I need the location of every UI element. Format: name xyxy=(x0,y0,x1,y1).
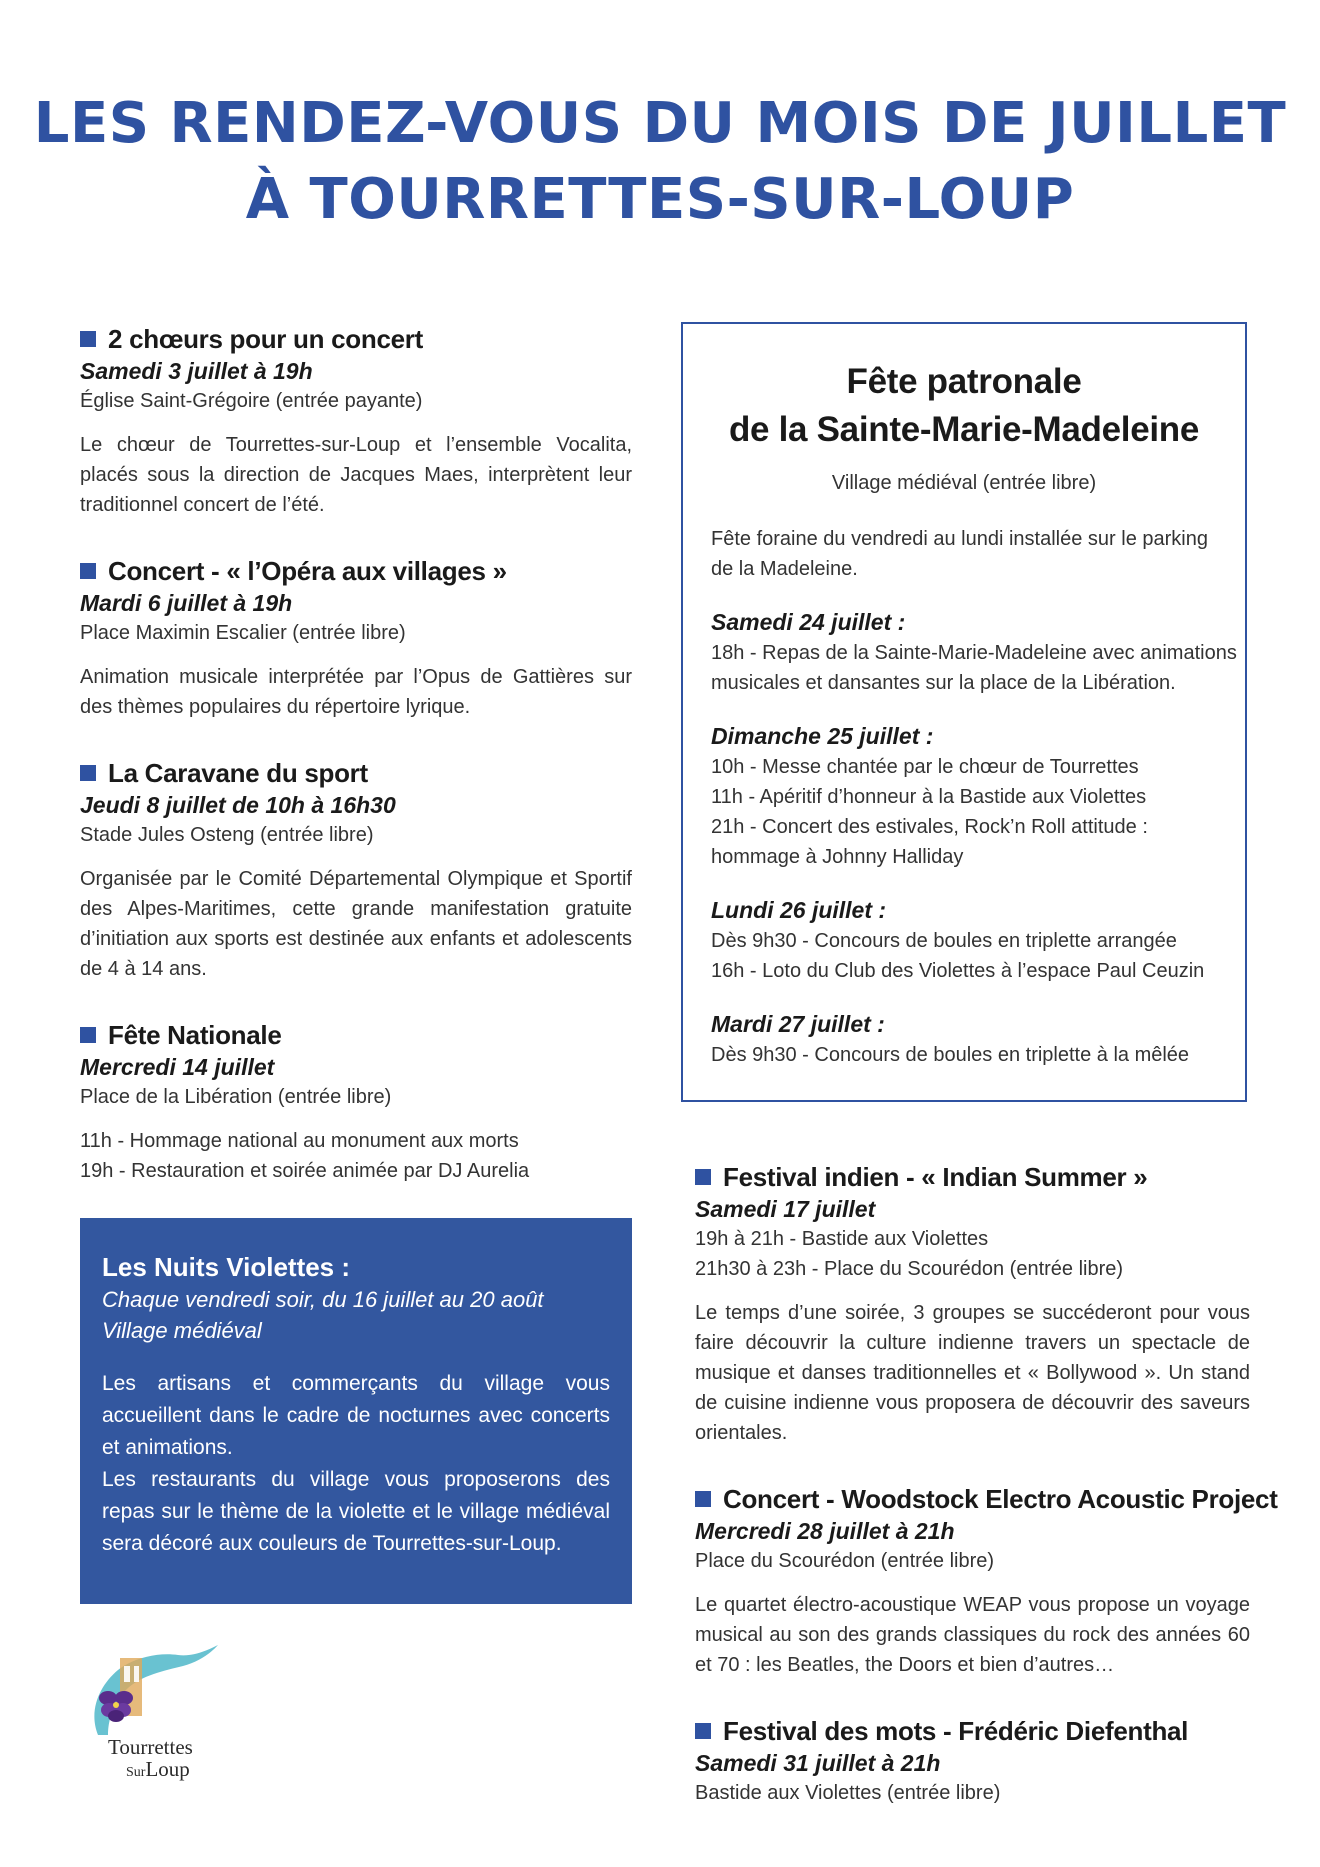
fete-patronale-box xyxy=(681,322,1247,1102)
event-caravane xyxy=(80,756,632,984)
fete-line: musicales et dansantes sur la place de la Libération. xyxy=(711,672,1176,694)
fete-line: Dès 9h30 - Concours de boules en triplette à la mêlée xyxy=(711,1044,1190,1066)
event-title: La Caravane du sport xyxy=(108,758,368,788)
fete-line: hommage à Johnny Halliday xyxy=(711,846,964,868)
event-date: Samedi 3 juillet à 19h xyxy=(80,358,313,384)
event-line: 11h - Hommage national au monument aux morts xyxy=(80,1130,519,1152)
event-date: Mercredi 14 juillet xyxy=(80,1054,275,1080)
nuits-paragraph-1: Les artisans et commerçants du village vous accueillent dans le cadre de nocturnes avec concerts et animations. xyxy=(102,1372,610,1459)
event-place: Stade Jules Osteng (entrée libre) xyxy=(80,824,374,846)
nuits-location: Village médiéval xyxy=(102,1318,262,1343)
event-date: Jeudi 8 juillet de 10h à 16h30 xyxy=(80,792,396,818)
event-place: Place de la Libération (entrée libre) xyxy=(80,1086,392,1108)
event-place: Place du Scourédon (entrée libre) xyxy=(695,1550,995,1572)
logo-text-sur: Sur xyxy=(126,1765,146,1780)
event-title: Festival indien - « Indian Summer » xyxy=(723,1162,1148,1192)
page-title xyxy=(0,86,1320,238)
event-description: Animation musicale interprétée par l’Opus de Gattières sur des thèmes populaires du répertoire lyrique. xyxy=(80,666,632,718)
nuits-violettes-box xyxy=(80,1218,632,1604)
event-title: 2 chœurs pour un concert xyxy=(108,324,423,354)
nuits-body xyxy=(102,1368,610,1560)
event-place: Église Saint-Grégoire (entrée payante) xyxy=(80,390,423,412)
event-title: Festival des mots - Frédéric Diefenthal xyxy=(723,1716,1189,1746)
fete-line: 18h - Repas de la Sainte-Marie-Madeleine avec animations xyxy=(711,642,1237,664)
event-line: 19h à 21h - Bastide aux Violettes xyxy=(695,1228,989,1250)
event-festival-indien xyxy=(695,1160,1250,1448)
event-line: 21h30 à 23h - Place du Scourédon (entrée libre) xyxy=(695,1258,1124,1280)
event-line: 19h - Restauration et soirée animée par DJ Aurelia xyxy=(80,1160,530,1182)
event-date: Samedi 31 juillet à 21h xyxy=(695,1750,941,1776)
page-title-line1: LES RENDEZ-VOUS DU MOIS DE JUILLET xyxy=(33,91,1287,156)
logo-text-line1: Tourrettes xyxy=(108,1735,193,1759)
event-woodstock xyxy=(695,1482,1278,1680)
fete-day-dimanche xyxy=(711,720,1217,872)
fete-line: 11h - Apéritif d’honneur à la Bastide aux Violettes xyxy=(711,786,1147,808)
event-date: Mercredi 28 juillet à 21h xyxy=(695,1518,955,1544)
event-festival-mots xyxy=(695,1714,1250,1808)
fete-day-samedi xyxy=(711,606,1237,698)
event-description: Le quartet électro-acoustique WEAP vous propose un voyage musical au son des grands classiques du rock des années 60 et 70 : les Beatles, the Doors et bien d’autres… xyxy=(695,1594,1250,1676)
fete-day-title: Mardi 27 juillet : xyxy=(711,1011,885,1037)
bullet-square-icon xyxy=(80,563,96,579)
tourrettes-logo xyxy=(78,1640,228,1780)
fete-title-line2: de la Sainte-Marie-Madeleine xyxy=(728,410,1200,449)
fete-line: Dès 9h30 - Concours de boules en triplette arrangée xyxy=(711,930,1177,952)
event-date: Samedi 17 juillet xyxy=(695,1196,876,1222)
nuits-title: Les Nuits Violettes : xyxy=(102,1252,351,1282)
page-title-line2: À TOURRETTES-SUR-LOUP xyxy=(245,167,1075,232)
nuits-schedule: Chaque vendredi soir, du 16 juillet au 20 août xyxy=(102,1287,544,1312)
event-place: Place Maximin Escalier (entrée libre) xyxy=(80,622,406,644)
event-title: Concert - « l’Opéra aux villages » xyxy=(108,556,507,586)
event-opera xyxy=(80,554,632,722)
event-description: Organisée par le Comité Départemental Olympique et Sportif des Alpes-Maritimes, cette grande manifestation gratuite d’initiation aux sports est destinée aux enfants et adolescents de 4 à 14 ans. xyxy=(80,868,632,980)
bullet-square-icon xyxy=(80,765,96,781)
fete-line: 16h - Loto du Club des Violettes à l’espace Paul Ceuzin xyxy=(711,960,1205,982)
fete-day-mardi xyxy=(711,1008,1217,1070)
fete-day-title: Dimanche 25 juillet : xyxy=(711,723,934,749)
fete-intro: Fête foraine du vendredi au lundi installée sur le parking de la Madeleine. xyxy=(711,528,1208,580)
logo-text-loup: Loup xyxy=(145,1757,190,1781)
bullet-square-icon xyxy=(80,331,96,347)
right-column xyxy=(695,1160,1278,1842)
fete-title-line1: Fête patronale xyxy=(846,362,1082,401)
fete-day-title: Samedi 24 juillet : xyxy=(711,609,906,635)
bullet-square-icon xyxy=(695,1169,711,1185)
event-date: Mardi 6 juillet à 19h xyxy=(80,590,293,616)
event-title: Concert - Woodstock Electro Acoustic Project xyxy=(723,1484,1278,1514)
event-description: Le chœur de Tourrettes-sur-Loup et l’ensemble Vocalita, placés sous la direction de Jacques Maes, interprètent leur traditionnel concert de l’été. xyxy=(80,434,632,516)
fete-line: 21h - Concert des estivales, Rock’n Roll attitude : xyxy=(711,816,1148,838)
fete-subtitle: Village médiéval (entrée libre) xyxy=(831,472,1097,494)
event-description: Le temps d’une soirée, 3 groupes se succéderont pour vous faire découvrir la culture indienne travers un spectacle de musique et danses traditionnelles et « Bollywood ». Un stand de cuisine indienne vous proposera de découvrir des saveurs orientales. xyxy=(695,1302,1250,1444)
bullet-square-icon xyxy=(80,1027,96,1043)
nuits-paragraph-2: Les restaurants du village vous proposerons des repas sur le thème de la violette et le village médiéval sera décoré aux couleurs de Tourrettes-sur-Loup. xyxy=(102,1468,610,1555)
event-place: Bastide aux Violettes (entrée libre) xyxy=(695,1782,1001,1804)
event-choeurs xyxy=(80,322,632,520)
fete-line: 10h - Messe chantée par le chœur de Tourrettes xyxy=(711,756,1139,778)
bullet-square-icon xyxy=(695,1491,711,1507)
fete-day-title: Lundi 26 juillet : xyxy=(711,897,887,923)
fete-day-lundi xyxy=(711,894,1217,986)
violet-tower-logo-icon xyxy=(78,1640,228,1740)
bullet-square-icon xyxy=(695,1723,711,1739)
event-title: Fête Nationale xyxy=(108,1020,282,1050)
left-column xyxy=(80,322,632,1220)
event-fete-nationale xyxy=(80,1018,632,1186)
